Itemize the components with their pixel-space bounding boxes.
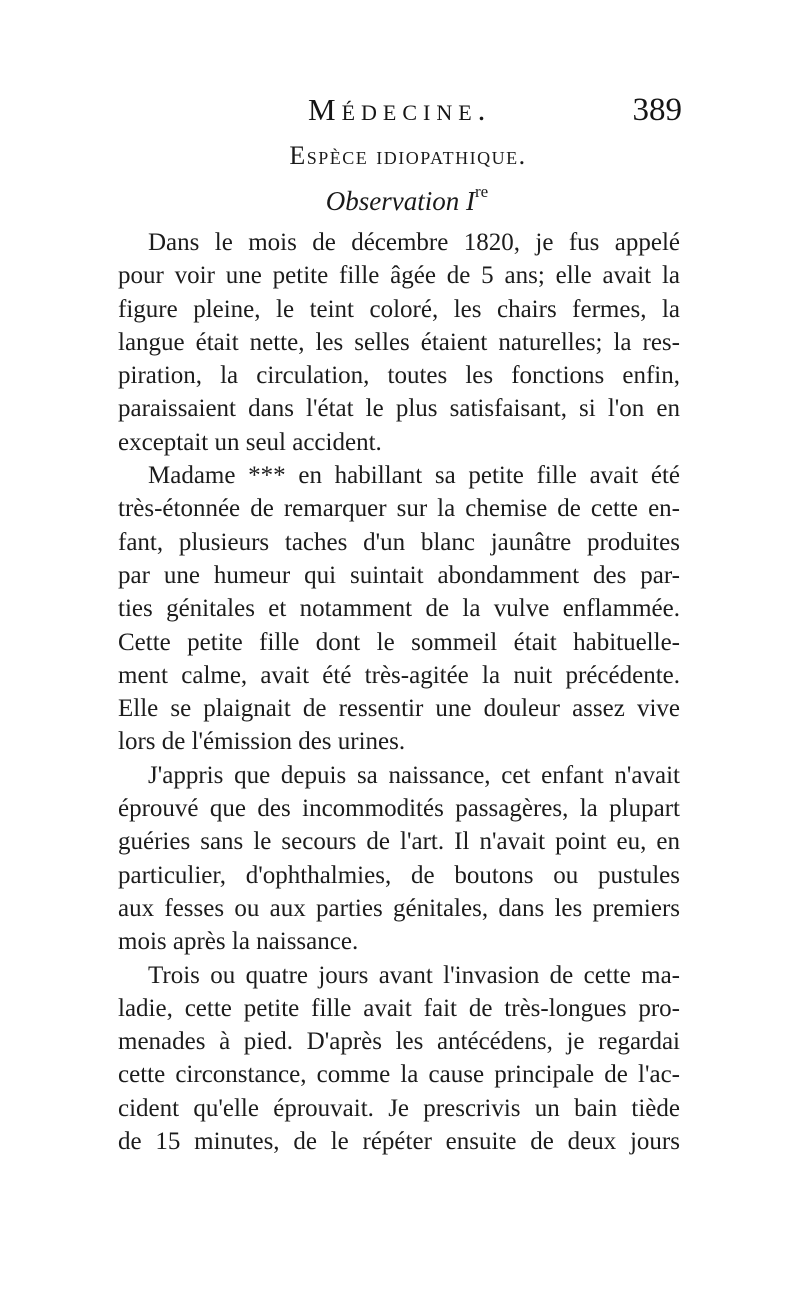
- section-title: Espèce idiopathique.: [289, 141, 527, 170]
- paragraph-4-line-3: menades à pied. D'après les antécédens, je regardai: [118, 1028, 680, 1056]
- paragraph-3-line-4: particulier, d'ophthalmies, de boutons ou pustules: [118, 861, 680, 889]
- paragraph-2-line-6: Cette petite fille dont le sommeil était habituelle-: [118, 628, 680, 656]
- paragraph-2-line-9: lors de l'émission des urines.: [118, 728, 406, 756]
- running-head: [118, 92, 682, 142]
- paragraph-4-line-5: cident qu'elle éprouvait. Je prescrivis un bain tiède: [118, 1094, 680, 1122]
- paragraph-1-line-3: figure pleine, le teint coloré, les chairs fermes, la: [118, 295, 680, 323]
- observation-title-suffix: re: [475, 182, 489, 201]
- paragraph-3-line-6: mois après la naissance.: [118, 928, 359, 956]
- body-text: [118, 226, 680, 1158]
- paragraph-1-line-1: Dans le mois de décembre 1820, je fus appelé: [148, 229, 680, 256]
- paragraph-1-line-7: exceptait un seul accident.: [118, 428, 382, 456]
- paragraph-4-line-1: Trois ou quatre jours avant l'invasion de cette ma-: [148, 961, 680, 989]
- paragraph-2-line-3: fant, plusieurs taches d'un blanc jaunâtre produites: [118, 528, 680, 556]
- paragraph-2-line-5: ties génitales et notamment de la vulve enflammée.: [118, 595, 680, 623]
- paragraph-2-line-4: par une humeur qui suintait abondamment des par-: [118, 561, 680, 589]
- paragraph-3-line-5: aux fesses ou aux parties génitales, dans les premiers: [118, 894, 680, 922]
- paragraph-4-line-2: ladie, cette petite fille avait fait de très-longues pro-: [118, 994, 680, 1022]
- observation-title-text: Observation I: [325, 186, 475, 216]
- paragraph-4-line-4: cette circonstance, comme la cause principale de l'ac-: [118, 1061, 680, 1089]
- paragraph-3-line-1: J'appris que depuis sa naissance, cet enfant n'avait: [148, 761, 680, 789]
- paragraph-1-line-4: langue était nette, les selles étaient naturelles; la res-: [118, 328, 680, 356]
- paragraph-2-line-2: très-étonnée de remarquer sur la chemise de cette en-: [118, 495, 680, 523]
- observation-title: [0, 182, 800, 217]
- paragraph-4-line-6: de 15 minutes, de le répéter ensuite de deux jours: [118, 1128, 680, 1156]
- paragraph-1-line-6: paraissaient dans l'état le plus satisfaisant, si l'on en: [118, 395, 680, 423]
- paragraph-2-line-1: Madame *** en habillant sa petite fille avait été: [148, 462, 680, 490]
- page-number: 389: [632, 92, 682, 128]
- paragraph-2-line-8: Elle se plaignait de ressentir une douleur assez vive: [118, 695, 680, 723]
- paragraph-1-line-2: pour voir une petite fille âgée de 5 ans; elle avait la: [118, 262, 680, 290]
- paragraph-3-line-3: guéries sans le secours de l'art. Il n'avait point eu, en: [118, 828, 680, 856]
- paragraph-2-line-7: ment calme, avait été très-agitée la nuit précédente.: [118, 661, 680, 689]
- running-title: Médecine.: [308, 92, 492, 127]
- paragraph-1-line-5: piration, la circulation, toutes les fonctions enfin,: [118, 362, 680, 390]
- paragraph-3-line-2: éprouvé que des incommodités passagères, la plupart: [118, 795, 680, 823]
